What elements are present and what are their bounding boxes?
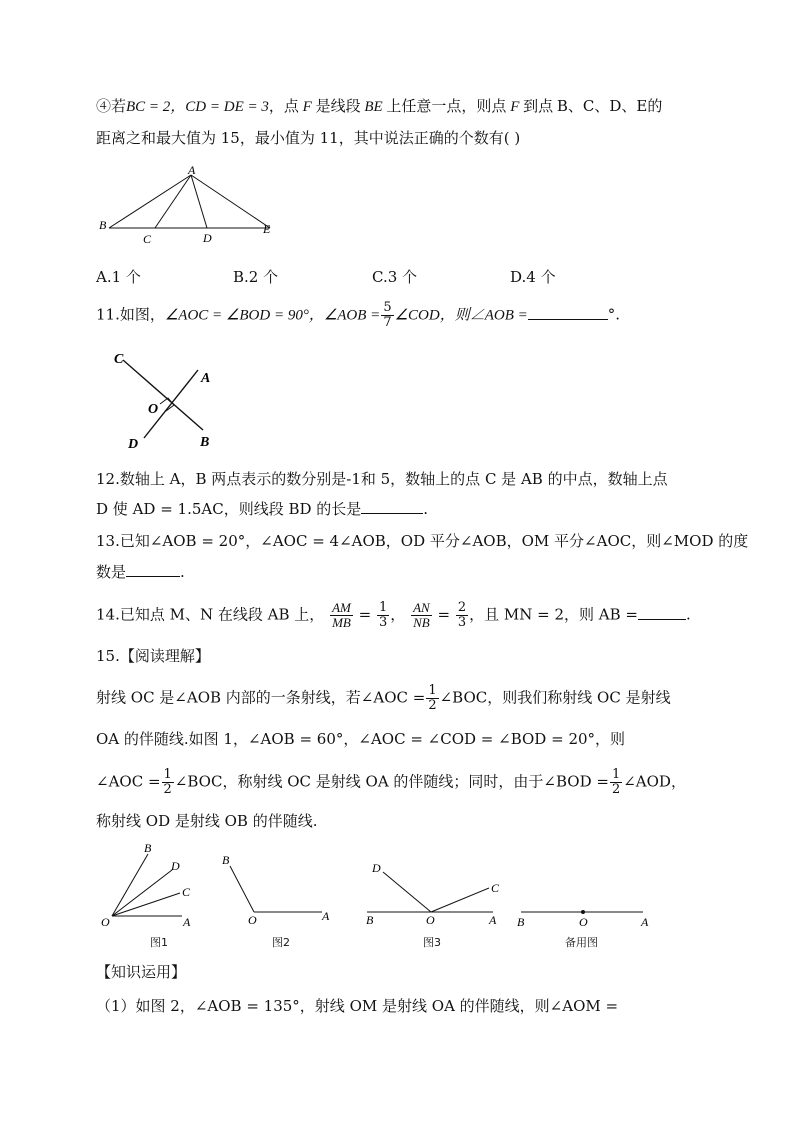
label-B: B [99, 218, 107, 232]
svg-text:O: O [248, 913, 257, 927]
label-A: A [188, 163, 196, 177]
q10-line-1: ④若BC = 2，CD = DE = 3，点 F 是线段 BE 上任意一点，则点 F 到点 B、C、D、E的 [96, 97, 663, 115]
q11-answer-blank[interactable] [528, 305, 608, 320]
label-C: C [114, 352, 124, 367]
q15-frac-3: $\frac{1}{2}$ [611, 767, 621, 797]
section-knowledge: 【知识运用】 [96, 963, 187, 981]
q15-para-3: ∠AOC = $\frac{1}{2}$ ∠BOC，称射线 OC 是射线 OA 的伴随线；同时，由于∠BOD = $\frac{1}{2}$ ∠AOD， [96, 767, 686, 797]
option-d: D.4 个 [510, 268, 556, 286]
q14-frac-2-3: $\frac{2}{3}$ [457, 600, 467, 630]
label-D: D [128, 437, 139, 452]
q12-answer-blank[interactable] [361, 499, 423, 514]
label-E: E [263, 222, 271, 236]
svg-text:B: B [366, 913, 374, 927]
q15-para-2: OA 的伴随线.如图 1，∠AOB = 60°，∠AOC = ∠COD = ∠BOD = 20°，则 [96, 730, 626, 748]
q14-frac-1-3: $\frac{1}{3}$ [378, 600, 388, 630]
q10-figure [95, 163, 285, 248]
q11-figure [108, 346, 228, 452]
q15-frac-2: $\frac{1}{2}$ [163, 767, 172, 797]
svg-text:O: O [101, 915, 110, 929]
figure-1 [98, 840, 198, 932]
figure-spare [515, 900, 655, 932]
svg-text:C: C [491, 881, 500, 895]
option-c: C.3 个 [372, 268, 418, 286]
svg-text:B: B [517, 915, 525, 929]
svg-text:A: A [489, 913, 497, 927]
svg-text:B: B [222, 853, 230, 867]
q11-fraction: $\frac{5}{7}$ [383, 300, 392, 330]
svg-text:D: D [372, 861, 381, 875]
q15-para-4: 称射线 OD 是射线 OB 的伴随线. [96, 812, 318, 830]
svg-text:B: B [144, 841, 152, 855]
caption-fig3: 图3 [423, 936, 441, 949]
caption-spare: 备用图 [565, 936, 598, 949]
q14-line: 14.已知点 M、N 在线段 AB 上， $\frac{AM}{MB}$ = $\frac{1}{3}$ ， $\frac{AN}{NB}$ = $\frac{2}{3}$ ，且 MN = 2，则 AB = . [96, 600, 691, 630]
label-B: B [200, 435, 210, 450]
figure-3 [363, 852, 503, 928]
label-O: O [148, 402, 159, 417]
svg-text:O: O [426, 913, 435, 927]
q13-line-2: 数是 . [96, 563, 185, 581]
label-D: D [203, 231, 212, 245]
q15-sub-1: （1）如图 2，∠AOB = 135°，射线 OM 是射线 OA 的伴随线，则∠AOM = [96, 997, 619, 1015]
figure-2 [218, 848, 338, 928]
q13-line-1: 13.已知∠AOB = 20°，∠AOC = 4∠AOB，OD 平分∠AOB，OM 平分∠AOC，则∠MOD 的度 [96, 532, 749, 550]
q12-line-1: 12.数轴上 A，B 两点表示的数分别是-1和 5，数轴上的点 C 是 AB 的中点，数轴上点 [96, 470, 668, 488]
svg-text:A: A [183, 915, 191, 929]
q15-para-1: 射线 OC 是∠AOB 内部的一条射线，若∠AOC = $\frac{1}{2}$ ∠BOC，则我们称射线 OC 是射线 [96, 683, 671, 713]
q15-frac-1: $\frac{1}{2}$ [428, 683, 437, 713]
q11-line: 11.如图，∠AOC = ∠BOD = 90°，∠AOB = $\frac{5}{7}$ ∠COD，则∠AOB = °. [96, 300, 621, 330]
svg-text:D: D [171, 859, 180, 873]
label-A: A [201, 371, 211, 386]
q15-title: 15.【阅读理解】 [96, 647, 210, 665]
label-C: C [143, 232, 152, 246]
caption-fig2: 图2 [272, 936, 290, 949]
q14-frac-an-nb: $\frac{AN}{NB}$ [413, 600, 430, 630]
option-a: A.1 个 [96, 268, 141, 286]
svg-text:A: A [322, 909, 330, 923]
q12-line-2: D 使 AD = 1.5AC，则线段 BD 的长是 . [96, 500, 429, 518]
svg-text:C: C [182, 885, 191, 899]
option-b: B.2 个 [233, 268, 279, 286]
q14-frac-am-mb: $\frac{AM}{MB}$ [332, 600, 351, 630]
q14-answer-blank[interactable] [638, 605, 686, 620]
svg-text:A: A [641, 915, 649, 929]
q13-answer-blank[interactable] [126, 562, 180, 577]
svg-text:O: O [579, 915, 588, 929]
caption-fig1: 图1 [150, 936, 168, 949]
q10-line-2: 距离之和最大值为 15，最小值为 11，其中说法正确的个数有( ) [96, 129, 521, 147]
